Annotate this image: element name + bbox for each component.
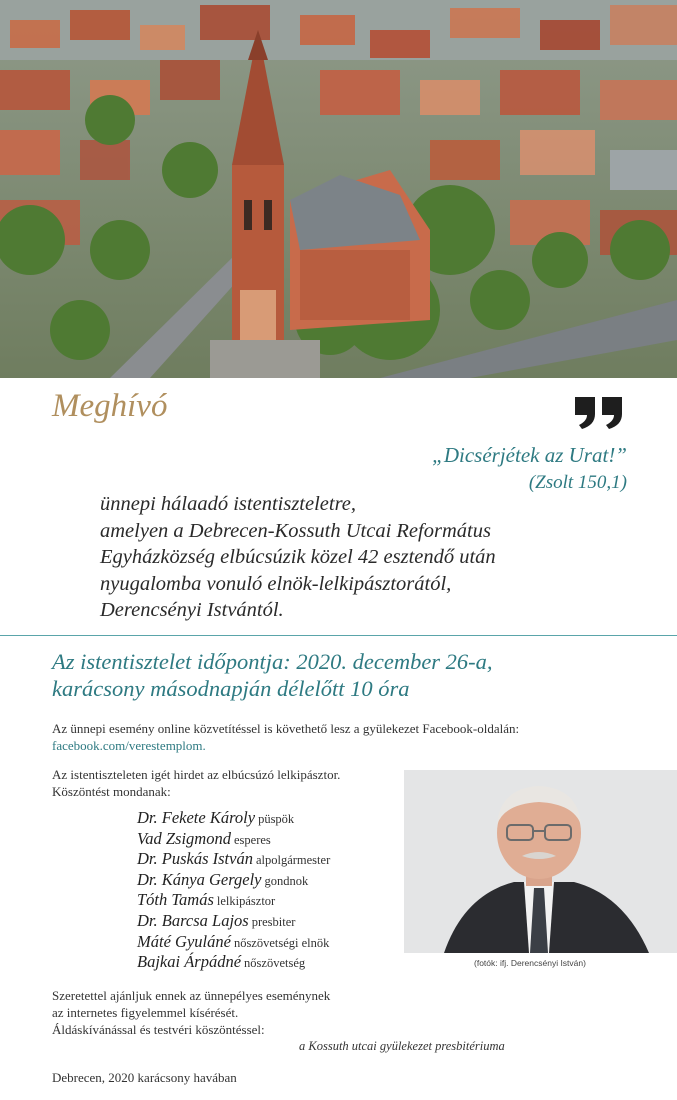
speaker-role: esperes	[233, 832, 271, 847]
speaker-name: Dr. Barcsa Lajos	[137, 910, 249, 930]
photo-caption: (fotók: ifj. Derencsényi István)	[474, 958, 586, 968]
service-time	[52, 648, 493, 702]
speaker-name: Vad Zsigmond	[137, 828, 231, 848]
intro-line: amelyen a Debrecen-Kossuth Utcai Református	[100, 519, 491, 542]
list-item	[137, 849, 330, 870]
list-item	[137, 870, 330, 891]
online-broadcast-note	[52, 720, 572, 754]
list-item	[137, 952, 330, 973]
facebook-link[interactable]: facebook.com/verestemplom.	[52, 738, 206, 753]
bible-verse	[432, 441, 627, 497]
speaker-name: Bajkai Árpádné	[137, 952, 242, 972]
closing-line: Szeretettel ajánljuk ennek az ünnepélyes eseménynek	[52, 988, 331, 1003]
section-divider	[0, 635, 677, 636]
page-title: Meghívó	[52, 388, 168, 424]
speaker-name: Dr. Puskás István	[137, 849, 253, 869]
speaker-role: nőszövetség	[244, 956, 306, 971]
online-text: Az ünnepi esemény online közvetítéssel is követhető lesz a gyülekezet Facebook-oldalán:	[52, 721, 520, 736]
intro-line: ünnepi hálaadó istentiszteletre,	[100, 493, 357, 515]
speaker-name: Máté Gyuláné	[137, 931, 231, 951]
verse-text: „Dicsérjétek az Urat!”	[432, 443, 627, 467]
service-time-line: karácsony másodnapján délelőtt 10 óra	[52, 676, 410, 701]
intro-line: nyugalomba vonuló elnök-lelkipásztorától,	[100, 572, 452, 595]
church-aerial-photo	[0, 0, 677, 378]
list-item	[137, 808, 330, 829]
speaker-role: lelkipásztor	[216, 894, 276, 909]
speaker-role: gondnok	[264, 873, 309, 888]
list-item	[137, 911, 330, 932]
speaker-name: Tóth Tamás	[137, 890, 214, 910]
speaker-name: Dr. Kánya Gergely	[137, 869, 262, 889]
verse-reference: (Zsolt 150,1)	[528, 472, 627, 493]
list-item	[137, 890, 330, 911]
preacher-line: Az istentiszteleten igét hirdet az elbúcsúzó lelkipásztor.	[52, 767, 341, 782]
speaker-list	[137, 808, 330, 973]
list-item	[137, 829, 330, 850]
speaker-name: Dr. Fekete Károly	[137, 808, 256, 827]
signature: a Kossuth utcai gyülekezet presbitériuma	[299, 1039, 505, 1053]
greetings-heading: Köszöntést mondanak:	[52, 784, 171, 799]
intro-line: Derencsényi Istvántól.	[100, 599, 284, 621]
pastor-portrait	[404, 770, 677, 953]
speaker-role: alpolgármester	[255, 853, 331, 868]
invitation-text	[100, 491, 620, 624]
closing-line: Áldáskívánással és testvéri köszöntéssel:	[52, 1022, 265, 1037]
closing-text	[52, 987, 392, 1038]
intro-line: Egyházközség elbúcsúzik közel 42 esztendő után	[100, 546, 496, 568]
list-item	[137, 932, 330, 953]
service-time-line: Az istentisztelet időpontja: 2020. december 26-a,	[52, 649, 493, 674]
preacher-note	[52, 766, 392, 800]
speaker-role: nőszövetségi elnök	[233, 935, 330, 950]
speaker-role: presbiter	[251, 914, 296, 929]
speaker-role: püspök	[258, 812, 295, 826]
closing-line: az internetes figyelemmel kísérését.	[52, 1005, 239, 1020]
closing-quote-icon	[574, 397, 624, 429]
dateline: Debrecen, 2020 karácsony havában	[52, 1070, 237, 1085]
